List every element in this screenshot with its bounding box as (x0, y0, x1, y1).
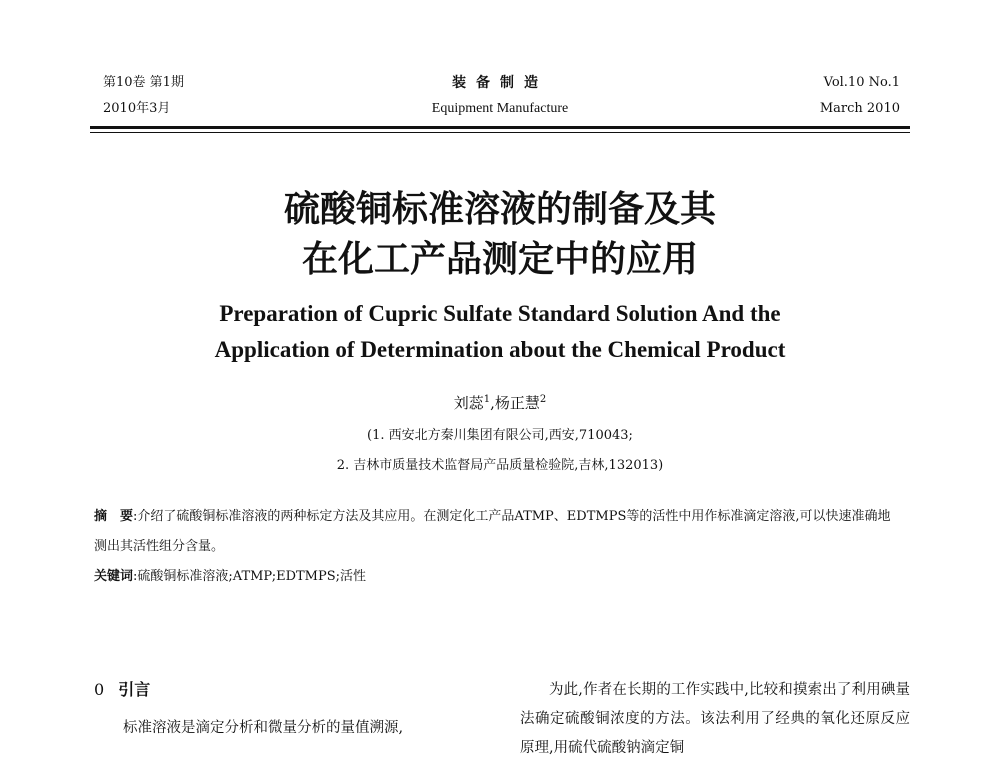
title-en-line1: Preparation of Cupric Sulfate Standard Solution And the (219, 301, 781, 326)
affiliation-1: (1. 西安北方秦川集团有限公司,西安,710043; (367, 428, 633, 443)
date-en: March 2010 (819, 101, 900, 116)
author-1: 刘蕊 (453, 394, 484, 412)
keywords-text: :硫酸铜标准溶液;ATMP;EDTMPS;活性 (133, 569, 367, 584)
author-1-affil: 1 (483, 394, 491, 405)
abstract-text: :介绍了硫酸铜标准溶液的两种标定方法及其应用。在测定化工产品ATMP、EDTMPS等的活性中用作标准滴定溶液,可以快速准确地测出其活性组分含量。 (94, 509, 891, 554)
author-2: 杨正慧 (494, 394, 540, 412)
header-rule-thin (90, 132, 910, 133)
title-en-line2: Application of Determination about the Chemical Product (214, 337, 786, 362)
keywords-label: 关键词 (94, 569, 134, 584)
header-right (820, 70, 900, 122)
body-column-left (94, 676, 494, 743)
body-paragraph: 为此,作者在长期的工作实践中,比较和摸索出了利用碘量法确定硫酸铜浓度的方法。该法利用了经典的氧化还原反应原理,用硫代硫酸钠滴定铜 (520, 682, 910, 756)
abstract-label: 摘 要 (94, 509, 134, 524)
title-english (0, 296, 1000, 368)
body-column-right (520, 676, 910, 763)
author-separator: , (490, 394, 495, 412)
section-heading (94, 676, 494, 704)
author-2-affil: 2 (539, 394, 547, 405)
date-cn: 2010年3月 (103, 101, 171, 116)
author-list (0, 392, 1000, 413)
section-number: 0 (94, 680, 105, 699)
affiliations (0, 421, 1000, 481)
volume-issue: 第10卷 第1期 (103, 75, 184, 90)
keywords (94, 563, 900, 591)
body-paragraph: 标准溶液是滴定分析和微量分析的量值溯源, (123, 720, 404, 736)
title-chinese (0, 185, 1000, 285)
volume-en: Vol.10 No.1 (823, 75, 900, 90)
title-cn-line1: 硫酸铜标准溶液的制备及其 (283, 189, 716, 230)
affiliation-2: 2. 吉林市质量技术监督局产品质量检验院,吉林,132013) (336, 458, 664, 473)
title-cn-line2: 在化工产品测定中的应用 (301, 239, 698, 280)
header-rule-thick (90, 126, 910, 129)
journal-name-en: Equipment Manufacture (431, 101, 569, 116)
abstract (94, 502, 900, 562)
section-title: 引言 (118, 680, 151, 699)
journal-name-cn: 装备制造 (452, 75, 548, 91)
